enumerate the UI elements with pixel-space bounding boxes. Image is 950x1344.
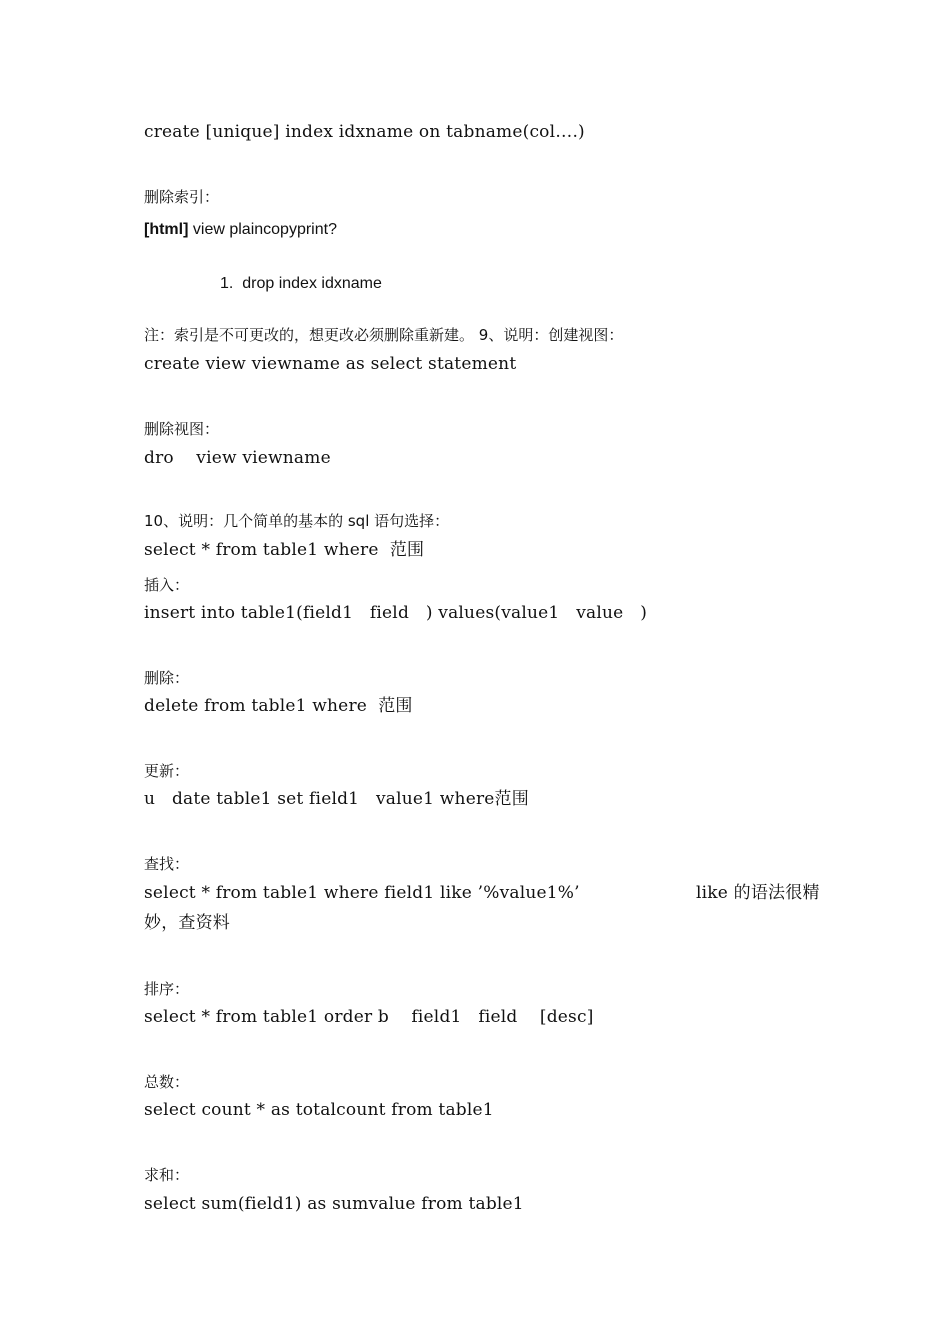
sum-statement: select sum(field1) as sumvalue from table1 [144, 1194, 524, 1214]
index-note-text: 注：索引是不可更改的，想更改必须删除重新建。 [144, 326, 475, 344]
delete-statement: delete from table1 where 范围 [144, 696, 413, 716]
index-note [144, 328, 623, 343]
code-toolbar [144, 222, 337, 238]
count-heading: 总数： [144, 1073, 190, 1091]
insert-statement: insert into table1(field1 field ) values(value1 value ) [144, 603, 648, 623]
sort-statement: select * from table1 order b field1 field [desc] [144, 1007, 594, 1027]
sum-heading: 求和： [144, 1166, 190, 1184]
update-statement: u date table1 set field1 value1 where范围 [144, 789, 529, 809]
code-list-item: 1. drop index idxname [220, 275, 382, 292]
code-toolbar-links[interactable]: view plaincopyprint? [188, 221, 337, 238]
select-statement: select * from table1 where 范围 [144, 540, 425, 560]
find-heading: 查找： [144, 855, 190, 873]
drop-view-heading: 删除视图： [144, 420, 220, 438]
update-heading: 更新： [144, 762, 190, 780]
sort-heading: 排序： [144, 980, 190, 998]
create-view-statement: create view viewname as select statement [144, 354, 517, 374]
count-statement: select count * as totalcount from table1 [144, 1100, 494, 1120]
create-view-heading: 9、说明：创建视图： [474, 326, 624, 344]
like-syntax-note-cont: 妙，查资料 [144, 913, 230, 933]
drop-index-heading: 删除索引： [144, 188, 220, 206]
basic-sql-heading: 10、说明：几个简单的基本的 sql 语句选择： [144, 512, 450, 530]
insert-heading: 插入： [144, 576, 190, 594]
find-statement: select * from table1 where field1 like ’%value1%’ [144, 883, 580, 903]
delete-heading: 删除： [144, 669, 190, 687]
code-language-label: [html] [144, 221, 189, 238]
create-index-statement: create [unique] index idxname on tabname(col….) [144, 122, 585, 142]
like-syntax-note: like 的语法很精 [696, 883, 820, 903]
drop-view-statement: dro view viewname [144, 448, 331, 468]
